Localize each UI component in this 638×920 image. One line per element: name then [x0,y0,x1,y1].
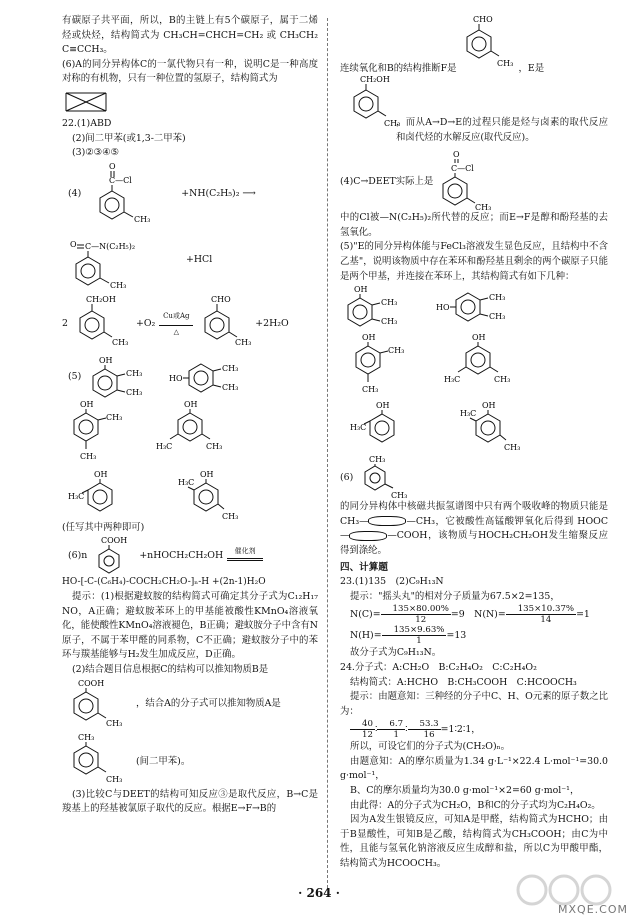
svg-text:CH₃: CH₃ [106,412,123,422]
q22-2: (2)间二甲苯(或1,3-二甲苯) [72,132,186,144]
svg-text:CH₃: CH₃ [504,443,521,451]
hint-2-xylene [68,732,318,788]
f-benzaldehyde-structure [461,14,515,74]
m-toluic-acid-structure [68,678,128,732]
svg-text:CHO: CHO [472,15,493,24]
q23-answer: 23.(1)135 (2)C₉H₁₃N [340,576,444,588]
b-structure-text: 有碳原子共平面，所以，B的主链上有5个碳原子，属于二烯烃或炔烃，结构简式为 CH₃CH=CHCH=CH₂ 或 CH₃CH₂C≡CCH₃。 [62,15,318,56]
svg-text:H₃C: H₃C [460,409,477,419]
svg-text:OH: OH [472,333,486,343]
section-calc-title: 四、计算题 [340,561,388,573]
isomer-c [350,332,406,400]
svg-text:O: O [453,150,460,160]
svg-text:CH₃: CH₃ [222,382,239,392]
conet2-label: C—N(C₂H₅)₂ [85,241,136,251]
svg-text:CH₃: CH₃ [78,732,95,742]
q24-formulas: 24.分子式：A:CH₂O B:C₂H₄O₂ C:C₂H₄O₂ [340,661,537,673]
q23-nc-formula: N(C)= $\frac{135\times 80.00\%}{12}$ =9 N(N)= $\frac{135\times 10.37\%}{14}$ =1 [350,604,590,626]
reaction-4b [62,227,318,293]
q24-step4: 所以，可设它们的分子式为(CH₂O)ₙ。 [350,741,511,753]
hint-2b: ，结合A的分子式可以推知物质A是 [136,698,281,710]
q23-nh-formula: N(H)= $\frac{135\times 9.63\%}{1}$ =13 [350,625,467,647]
svg-text:COOH: COOH [78,678,105,688]
reaction-6-arrow [227,547,263,563]
o2-reagent: +O₂ [135,318,156,330]
f-structure-row [340,14,608,74]
c-acyl-chloride-structure [437,149,501,211]
q22-5-row2 [68,399,318,469]
dimethylphenol-3 [68,399,124,469]
h3c-label: H₃C [156,441,173,451]
q23-conclusion: 故分子式为C₉H₁₃N。 [350,647,442,659]
isomer-row-1 [344,284,608,332]
q24-step8: 因为A发生银镜反应，可知A是甲醛，结构简式为HCHO；由于B显酸性，可知B是乙酸，结构简式为CH₃COOH；由C为中性，且能与氢氧化钠溶液反应生成醇和盐，所以C为甲酸甲酯，结构简式为HCOOCH₃。 [340,814,608,870]
hint-3: (3)比较C与DEET的结构可知反应③是取代反应，B→C是羧基上的羟基被氯原子取代的反应。根据E→F→B的 [62,788,318,815]
svg-text:H₃C: H₃C [444,375,461,385]
q24-ratio: $\frac{40}{12}$ ∶ $\frac{6.7}{1}$ ∶ $\frac{53.3}{16}$ =1∶2∶1， [340,719,608,740]
ho-label: HO [169,373,183,383]
q24-structures: 结构简式：A:HCHO B:CH₃COOH C:HCOOCH₃ [350,676,577,688]
svg-text:HO: HO [436,303,450,313]
choose-two-note: (任写其中两种即可) [62,521,145,533]
svg-text:CH₃: CH₃ [381,298,398,308]
ethylene-glycol-reagent: +nHOCH₂CH₂OH [139,549,224,561]
right-p5: 的同分异构体中核磁共振氢谱图中只有两个吸收峰的物质只能是 CH₃— —CH₃，它被酸性高锰酸钾氧化后得到 HOOC— —COOH，该物质与HOCH₂CH₂OH发生缩聚反应得到涤纶。 [340,501,608,556]
svg-text:OH: OH [362,333,376,343]
svg-text:CH₃: CH₃ [391,491,408,501]
deet-row [340,149,608,211]
acyl-chloride-structure [89,161,173,227]
svg-text:CH₃: CH₃ [475,203,492,212]
dimethylphenol-2 [167,355,257,399]
q22-6-label: (6)n [68,549,88,561]
right-p5a: (6) [340,471,354,483]
diethylamine-reagent: +NH(C₂H₅)₂ ⟶ [181,188,256,200]
benzyl-alcohol-structure [72,293,132,355]
cho-label: CHO [211,294,231,304]
svg-text:CH₃: CH₃ [369,455,386,465]
cocl-label: C—Cl [109,175,133,185]
reaction-arrow [159,312,193,336]
svg-text:H₃C: H₃C [178,477,195,487]
catalyst-label: Cu或Ag [163,311,190,320]
terephthalic-acid-structure [91,535,135,575]
water-product: +2H₂O [255,318,289,330]
svg-text:OH: OH [482,401,496,411]
right-p4: (5)"E的同分异构体能与FeCl₃溶液发生显色反应，且结构中不含乙基"，说明该物质中存在苯环和酚羟基且剩余的两个碳原子只能是两个甲基，并连接在苯环上，其结构简式有如下几种： [340,241,608,282]
reaction-4a [62,161,318,227]
m-xylene-structure-right [357,454,411,500]
svg-text:CH₃: CH₃ [494,375,511,385]
right-p2: ，而从A→D→E的过程只能是烃与卤素的取代反应和卤代烃的水解反应(取代反应)。 [396,117,608,143]
svg-text:CH₃: CH₃ [381,317,398,327]
naphthalene-like-ring [368,516,406,526]
hint-2c: (间二甲苯)。 [136,755,191,767]
heat-symbol: △ [173,327,179,336]
svg-text:H₃C: H₃C [350,423,367,433]
svg-text:CH₃: CH₃ [126,387,143,397]
svg-text:CH₃: CH₃ [388,346,405,356]
o-label: O [109,161,116,171]
dimethylphenol-4 [154,399,234,469]
q24-step7: 由此得：A的分子式为CH₂O，B和C的分子式均为C₂H₄O₂。 [350,799,601,811]
left-column [62,14,318,817]
svg-text:CH₃: CH₃ [106,774,123,784]
isomer-e [350,400,420,450]
svg-text:CH₃: CH₃ [489,293,506,303]
right-p1b: ，E是 [518,63,545,74]
svg-text:OH: OH [80,399,94,409]
oh-label: OH [99,355,113,365]
q24-hint: 提示：由题意知：三种经的分子中C、H、O元素的原子数之比为： [340,691,608,717]
svg-text:CH₃: CH₃ [384,119,401,128]
svg-text:OH: OH [200,469,214,479]
isomer-b [434,284,526,332]
c-structure-text: (6)A的同分异构体C的一氯代物只有一种，说明C是一种高度对称的有机物，只有一种位置的氢原子，结构简式为 [62,58,318,85]
q23-hint: 提示："摇头丸"的相对分子质量为67.5×2=135， [350,590,560,602]
benzaldehyde-structure [197,293,251,355]
column-divider [327,18,328,888]
svg-text:CH₃: CH₃ [362,385,379,395]
catalyst-6-label: 催化剂 [234,547,256,556]
q22-5-label: (5) [68,371,82,383]
q22-1: 22.(1)ABD [62,117,112,129]
right-p3b: 中的Cl被—N(C₂H₅)₂所代替的反应；而E→F是醇和酚羟基的去氢氧化。 [340,212,608,238]
hint-1: 提示：(1)根据避蚊胺的结构简式可确定其分子式为C₁₂H₁₇NO，A正确；避蚊胺苯环上的甲基能被酸性KMnO₄溶液氧化，能使酸性KMnO₄溶液褪色，B正确；避蚊胺分子中含有N原子，不属于苯甲醛的同系物，C不正确；避蚊胺分子中的苯环与羰基能够与H₂发生加成反应，D正确。 [62,590,318,661]
svg-text:CH₃: CH₃ [80,451,97,461]
dimethylphenol-1 [89,355,159,399]
q22-4-label: (4) [68,188,82,200]
svg-text:CH₂OH: CH₂OH [360,75,390,84]
svg-text:O: O [70,239,77,249]
svg-text:CH₃: CH₃ [126,368,143,378]
isomer-f [460,400,540,450]
isomer-a [344,284,416,332]
bicyclic-structure [62,89,122,115]
svg-text:CH₃: CH₃ [106,718,123,728]
q22-5-row3 [68,469,318,521]
q6-row [340,454,608,500]
dimethylphenol-5 [68,469,138,521]
ch2oh-label: CH₂OH [85,294,116,304]
isomer-d [442,332,522,400]
hint-2-structures [68,678,318,732]
q22-3: (3)②③④⑤ [72,147,119,159]
isomer-row-2 [350,332,608,400]
q24-step6: B、C的摩尔质量均为30.0 g·mol⁻¹×2=60 g·mol⁻¹， [350,785,580,797]
svg-text:OH: OH [376,401,390,411]
naphthalene-like-ring-2 [349,531,387,541]
svg-text:H₃C: H₃C [68,491,85,501]
svg-text:CH₃: CH₃ [222,511,239,521]
q22-5-row [62,355,318,399]
svg-text:CH₃: CH₃ [206,441,223,451]
svg-text:OH: OH [184,399,198,409]
svg-text:CH₃: CH₃ [235,337,252,347]
svg-text:CH₃: CH₃ [489,312,506,322]
m-xylene-structure [68,732,128,788]
reaction-6 [62,535,318,575]
right-column [340,14,608,872]
hint-2: (2)结合题目信息根据C的结构可以推知物质B是 [72,663,269,675]
reaction-4c [62,293,318,355]
svg-text:C—Cl: C—Cl [451,164,475,174]
svg-text:CH₃: CH₃ [496,59,513,68]
svg-text:OH: OH [94,469,108,479]
svg-text:CH₃: CH₃ [110,280,127,290]
cooh-label: COOH [101,536,128,546]
svg-text:CH₃: CH₃ [222,363,239,373]
q24-step5: 由题意知：A的摩尔质量为1.34 g·L⁻¹×22.4 L·mol⁻¹=30.0 g·mol⁻¹， [340,755,608,782]
dimethylphenol-6 [178,469,248,521]
hcl-product: +HCl [186,254,213,266]
polyester-product: HO-[-C-(C₆H₄)-COCH₂CH₂O-]ₙ-H +(2n-1)H₂O [62,577,266,588]
coeff-2: 2 [62,318,68,330]
svg-text:OH: OH [354,285,368,295]
svg-text:CH₃: CH₃ [111,337,129,347]
right-p1: 连续氧化和B的结构推断F是 [340,63,457,74]
watermark-text: MXQE.COM [558,903,628,916]
isomer-row-3 [350,400,608,450]
deet-structure [68,227,178,293]
right-p3a: (4)C→DEET实际上是 [340,176,434,188]
ch3-label: CH₃ [134,214,151,224]
page-number: · 264 · [298,886,340,900]
